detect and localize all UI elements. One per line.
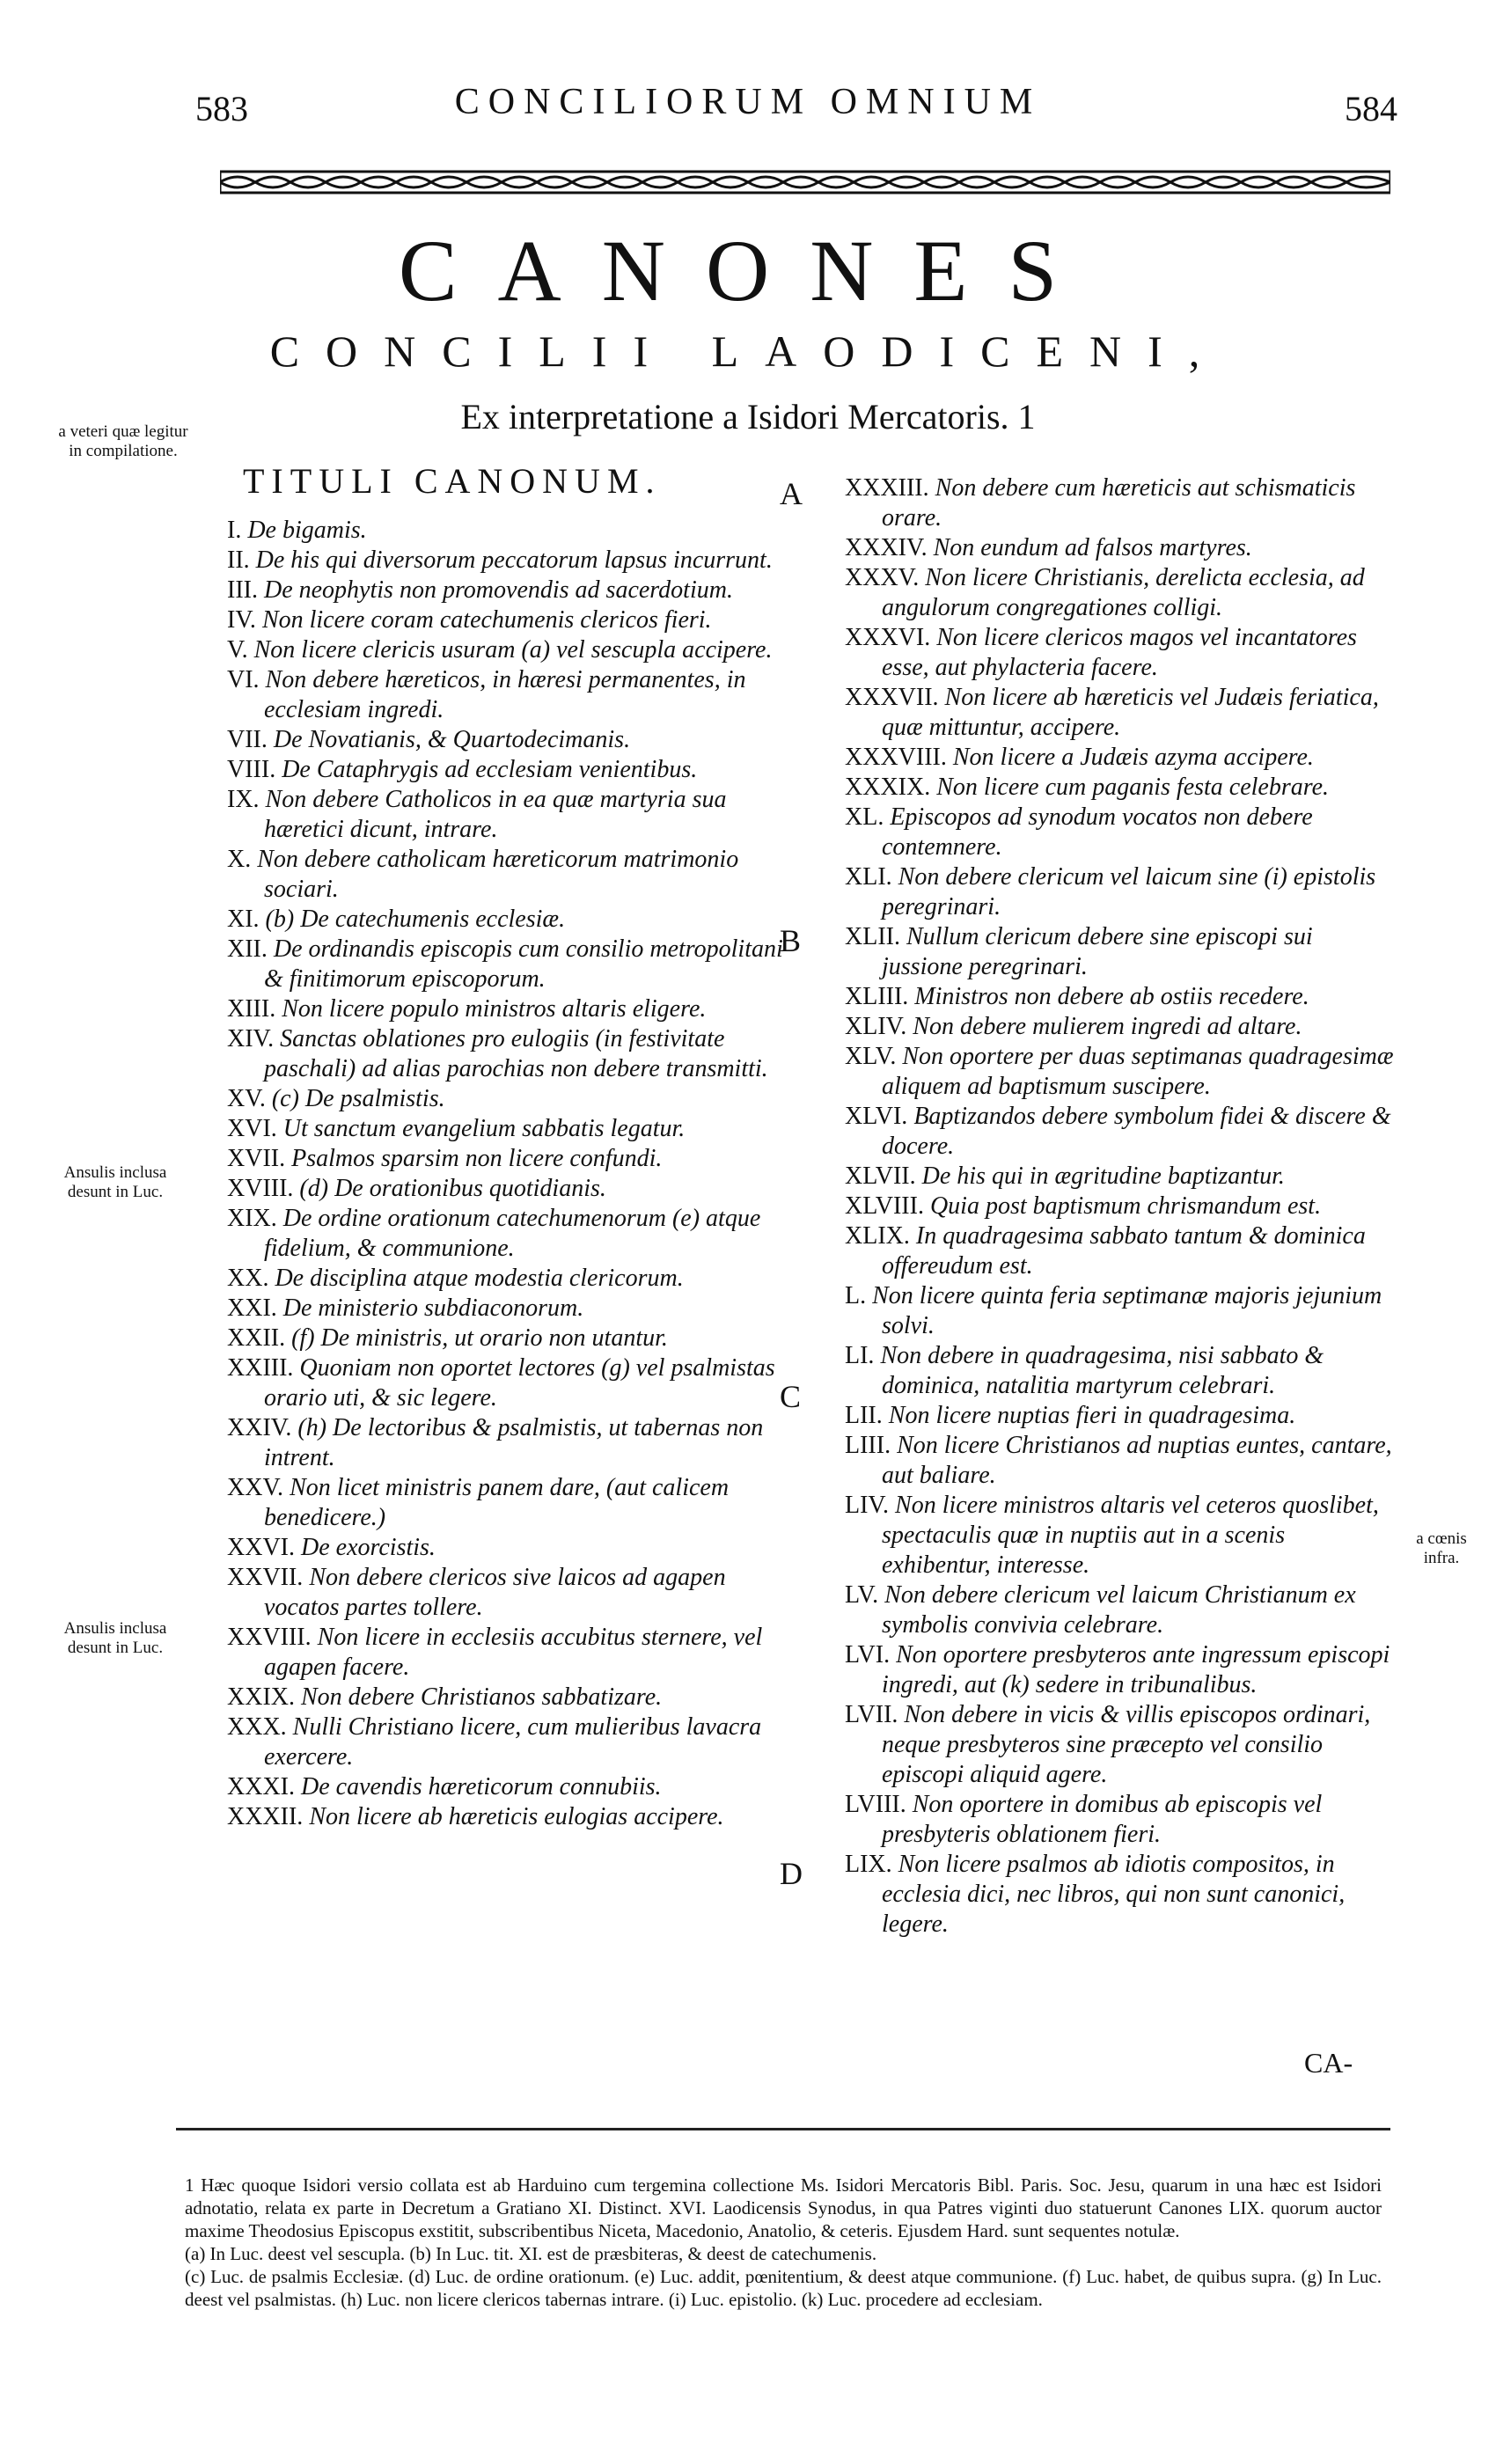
- canon-entry: [227, 546, 790, 576]
- canon-number: XLVI.: [845, 1103, 908, 1130]
- canon-title: Non licere ab hæreticis eulogias accipere.: [309, 1803, 724, 1830]
- canon-number: XXVI.: [227, 1534, 295, 1561]
- canon-entry: [227, 1353, 790, 1413]
- canon-entry: [227, 1144, 790, 1174]
- canon-title: Non debere in vicis & villis episcopos ordinari, neque presbyteros sine præcepto vel consilio episcopi aliquid agere.: [882, 1701, 1371, 1788]
- canon-number: XLV.: [845, 1043, 897, 1070]
- side-note-3: Ansulis inclusa desunt in Luc.: [63, 1619, 167, 1657]
- canon-title: Quia post baptismum chrismandum est.: [929, 1192, 1322, 1220]
- canon-number: XIX.: [227, 1205, 277, 1232]
- canon-entry: [227, 1772, 790, 1802]
- canon-number: II.: [227, 546, 250, 574]
- canon-entry: [845, 1401, 1395, 1431]
- canon-number: XIII.: [227, 995, 276, 1023]
- canon-entry: [845, 1281, 1395, 1341]
- canon-entry: [845, 743, 1395, 773]
- canon-number: XXVIII.: [227, 1624, 312, 1651]
- canon-number: XV.: [227, 1085, 266, 1112]
- canon-number: LIX.: [845, 1851, 892, 1878]
- canon-title: Non oportere in domibus ab episcopis vel presbyteris oblationem fieri.: [882, 1791, 1323, 1848]
- canon-entry: [227, 1264, 790, 1294]
- right-column: [845, 473, 1395, 1940]
- canon-entry: [227, 1413, 790, 1473]
- interpretation-line: Ex interpretatione a Isidori Mercatoris. 1: [460, 397, 1036, 436]
- canon-title: Non licere populo ministros altaris eligere.: [282, 995, 707, 1023]
- canon-number: L.: [845, 1282, 867, 1309]
- subtitle: CONCILII LAODICENI,: [269, 326, 1227, 376]
- canon-number: XXXII.: [227, 1803, 304, 1830]
- canon-title: (h) De lectoribus & psalmistis, ut tabernas non intrent.: [264, 1414, 764, 1471]
- canon-entry: [845, 473, 1395, 533]
- canon-number: IX.: [227, 786, 260, 813]
- canon-title: Non licere clericos magos vel incantatores esse, aut phylacteria facere.: [882, 624, 1357, 681]
- canon-entry: [227, 1712, 790, 1772]
- canon-number: XXIII.: [227, 1354, 294, 1382]
- canon-number: LVI.: [845, 1641, 891, 1668]
- canon-entry: [227, 605, 790, 635]
- canon-entry: [845, 862, 1395, 922]
- canon-number: XLIV.: [845, 1013, 907, 1040]
- canon-title: Non oportere per duas septimanas quadragesimæ aliquem ad baptismum suscipere.: [882, 1043, 1394, 1100]
- catchword: CA-: [1304, 2047, 1353, 2079]
- canon-entry: [227, 1294, 790, 1324]
- canon-entry: [845, 1192, 1395, 1221]
- canon-entry: [227, 1533, 790, 1563]
- canon-entry: [845, 982, 1395, 1012]
- canon-entry: [845, 683, 1395, 743]
- page-number-left: 583: [195, 89, 248, 128]
- canon-entry: [227, 1024, 790, 1084]
- footnote-1: 1 Hæc quoque Isidori versio collata est ab Harduino cum tergemina collectione Ms. Isidori Mercatoris Bibl. Paris. Soc. Jesu, quarum in una hæc est Isidori adnotatio, relata ex parte in Decretum a Gratiano XI. Distinct. XVI. Laodicensis Synodus, in qua Patres viginti duo statuerunt Canones LIX. quorum auctor maxime Theodosius Episcopus exstitit, subscribentibus Niceta, Macedonio, Anatolio, & ceteris. Ejusdem Hard. sunt sequentes notulæ.: [185, 2174, 1382, 2241]
- canon-entry: [227, 576, 790, 605]
- canon-entry: [845, 1012, 1395, 1042]
- canon-entry: [845, 1341, 1395, 1401]
- canon-title: Non debere clericum vel laicum Christianum ex symbolis convivia celebrare.: [882, 1581, 1356, 1639]
- canon-title: De Novatianis, & Quartodecimanis.: [273, 726, 631, 753]
- canon-title: In quadragesima sabbato tantum & dominica offereudum est.: [882, 1222, 1366, 1280]
- canon-entry: [227, 1084, 790, 1114]
- canon-number: XXXVIII.: [845, 744, 947, 771]
- canon-title: Non licere a Judæis azyma accipere.: [952, 744, 1314, 771]
- canon-title: Quoniam non oportet lectores (g) vel psalmistas orario uti, & sic legere.: [264, 1354, 775, 1412]
- canon-entry: [845, 1850, 1395, 1940]
- canon-number: V.: [227, 636, 248, 664]
- canon-title: Episcopos ad synodum vocatos non debere contemnere.: [882, 803, 1313, 861]
- canon-title: Nullum clericum debere sine episcopi sui jussione peregrinari.: [882, 923, 1313, 980]
- canon-entry: [845, 1431, 1395, 1491]
- canon-title: Psalmos sparsim non licere confundi.: [291, 1145, 663, 1172]
- canon-number: XX.: [227, 1265, 269, 1292]
- canon-number: XXIV.: [227, 1414, 292, 1441]
- canon-entry: [227, 905, 790, 935]
- canon-title: Non licere nuptias fieri in quadragesima.: [888, 1402, 1296, 1429]
- canon-title: De cavendis hæreticorum connubiis.: [301, 1773, 662, 1800]
- canon-title: Non debere Catholicos in ea quæ martyria sua hæretici dicunt, intrare.: [264, 786, 727, 843]
- canon-title: (d) De orationibus quotidianis.: [299, 1175, 606, 1202]
- ornamental-rule: [220, 169, 1390, 195]
- page-number-right: 584: [1345, 89, 1397, 128]
- canon-title: Non licere clericis usuram (a) vel sescupla accipere.: [253, 636, 773, 664]
- canon-entry: [227, 1174, 790, 1204]
- canon-title: Nulli Christiano licere, cum mulieribus lavacra exercere.: [264, 1713, 762, 1771]
- canon-title: (b) De catechumenis ecclesiæ.: [265, 906, 566, 933]
- canon-entry: [227, 1802, 790, 1832]
- canon-entry: [845, 533, 1395, 563]
- canon-number: LII.: [845, 1402, 883, 1429]
- canon-number: XXVII.: [227, 1564, 304, 1591]
- canon-title: Non debere Christianos sabbatizare.: [301, 1683, 663, 1711]
- side-note-4: a cœnis infra.: [1416, 1529, 1467, 1567]
- canon-title: Non oportere presbyteros ante ingressum episcopi ingredi, aut (k) sedere in tribunalibus.: [882, 1641, 1390, 1698]
- section-mark-d: D: [780, 1856, 803, 1891]
- canon-title: Non licere Christianos ad nuptias euntes, cantare, aut baliare.: [882, 1432, 1392, 1489]
- canon-number: XXXV.: [845, 564, 920, 591]
- canon-title: Non debere in quadragesima, nisi sabbato & dominica, natalitia martyrum celebrari.: [880, 1342, 1324, 1399]
- canon-entry: [845, 1102, 1395, 1162]
- canon-entry: [845, 1221, 1395, 1281]
- canon-entry: [227, 845, 790, 905]
- canon-number: X.: [227, 846, 252, 873]
- canon-title: Sanctas oblationes pro eulogiis (in festivitate paschali) ad alias parochias non debere transmitti.: [264, 1025, 768, 1082]
- footnote-3: (c) Luc. de psalmis Ecclesiæ. (d) Luc. de ordine orationum. (e) Luc. addit, pœnitentium, & deest atque communione. (f) Luc. habet, de quibus supra. (g) In Luc. deest vel psalmistas. (h) Luc. non licere clericos tabernas intrare. (i) Luc. epistolio. (k) Luc. procedere ad ecclesiam.: [185, 2266, 1382, 2310]
- right-canon-list: [845, 473, 1395, 1940]
- canon-number: XLVIII.: [845, 1192, 924, 1220]
- canon-title: Non debere cum hæreticis aut schismaticis orare.: [882, 474, 1356, 532]
- footnote-2: (a) In Luc. deest vel sescupla. (b) In Luc. tit. XI. est de præsbiteras, & deest de catechumenis.: [185, 2243, 877, 2264]
- canon-title: De exorcistis.: [301, 1534, 436, 1561]
- canon-title: Ministros non debere ab ostiis recedere.: [914, 983, 1309, 1010]
- canon-title: Non debere mulierem ingredi ad altare.: [913, 1013, 1302, 1040]
- canon-entry: [227, 1683, 790, 1712]
- canon-number: III.: [227, 576, 258, 604]
- canon-entry: [227, 994, 790, 1024]
- canon-entry: [845, 922, 1395, 982]
- canon-number: XVIII.: [227, 1175, 294, 1202]
- canon-number: XXXIX.: [845, 774, 931, 801]
- section-heading: TITULI CANONUM.: [243, 461, 662, 501]
- canon-number: XXI.: [227, 1294, 277, 1322]
- canon-number: XIV.: [227, 1025, 275, 1052]
- canon-title: Non licere coram catechumenis clericos fieri.: [261, 606, 712, 634]
- canon-title: Non licere Christianis, derelicta ecclesia, ad angulorum congregationes colligi.: [882, 564, 1365, 621]
- canon-title: De ordine orationum catechumenorum (e) atque fidelium, & communione.: [264, 1205, 761, 1262]
- left-column: [227, 461, 790, 1832]
- canon-number: XXXVII.: [845, 684, 939, 711]
- canon-title: Baptizandos debere symbolum fidei & discere & docere.: [882, 1103, 1391, 1160]
- side-note-1: a veteri quæ legitur in compilatione.: [58, 422, 188, 460]
- section-mark-a: A: [780, 476, 803, 511]
- canon-title: Non licere ab hæreticis vel Judæis feriatica, quæ mittuntur, accipere.: [882, 684, 1379, 741]
- canon-title: Ut sanctum evangelium sabbatis legatur.: [282, 1115, 686, 1142]
- canon-title: De bigamis.: [247, 517, 367, 544]
- canon-entry: [845, 773, 1395, 803]
- canon-title: Non licere ministros altaris vel ceteros quoslibet, spectaculis quæ in nuptiis aut in a scenis exhibentur, interesse.: [882, 1492, 1379, 1579]
- section-mark-c: C: [780, 1379, 802, 1414]
- canon-entry: [845, 1790, 1395, 1850]
- canon-title: De disciplina atque modestia clericorum.: [275, 1265, 684, 1292]
- canon-title: Non licere quinta feria septimanæ majoris jejunium solvi.: [872, 1282, 1382, 1339]
- canon-entry: [227, 1114, 790, 1144]
- footnotes: [185, 2174, 1382, 2311]
- footnote-rule: [176, 2128, 1390, 2130]
- canon-number: XL.: [845, 803, 884, 831]
- canon-number: XLII.: [845, 923, 900, 950]
- canon-entry: [845, 563, 1395, 623]
- canon-number: VI.: [227, 666, 260, 693]
- canon-title: De his qui in ægritudine baptizantur.: [921, 1162, 1285, 1190]
- canon-title: Non debere hæreticos, in hæresi permanentes, in ecclesiam ingredi.: [264, 666, 746, 723]
- canon-title: (c) De psalmistis.: [271, 1085, 445, 1112]
- canon-entry: [227, 1324, 790, 1353]
- canon-entry: [845, 623, 1395, 683]
- canon-number: XXX.: [227, 1713, 287, 1741]
- canon-title: De ministerio subdiaconorum.: [282, 1294, 584, 1322]
- canon-number: LVIII.: [845, 1791, 906, 1818]
- canon-number: XVII.: [227, 1145, 286, 1172]
- canon-entry: [845, 1640, 1395, 1700]
- canon-number: XXXIII.: [845, 474, 929, 502]
- canon-entry: [227, 1473, 790, 1533]
- canon-title: Non debere clericum vel laicum sine (i) epistolis peregrinari.: [882, 863, 1376, 920]
- canon-number: XXII.: [227, 1324, 286, 1352]
- running-head: CONCILIORUM OMNIUM: [454, 82, 1042, 122]
- canon-entry: [227, 635, 790, 665]
- canon-title: Non licere psalmos ab idiotis compositos, in ecclesia dici, nec libros, qui non sunt canonici, legere.: [882, 1851, 1346, 1938]
- canon-entry: [845, 1491, 1395, 1580]
- canon-number: LIII.: [845, 1432, 891, 1459]
- canon-number: IV.: [227, 606, 256, 634]
- canon-title: Non licet ministris panem dare, (aut calicem benedicere.): [264, 1474, 730, 1531]
- canon-number: XLI.: [845, 863, 892, 891]
- canon-entry: [845, 1580, 1395, 1640]
- canon-number: XLIII.: [845, 983, 909, 1010]
- canon-number: XXXIV.: [845, 534, 928, 561]
- canon-entry: [845, 1042, 1395, 1102]
- canon-entry: [227, 755, 790, 785]
- side-note-2: Ansulis inclusa desunt in Luc.: [63, 1163, 167, 1201]
- canon-entry: [227, 665, 790, 725]
- canon-number: VII.: [227, 726, 268, 753]
- canon-entry: [227, 935, 790, 994]
- canon-number: XXIX.: [227, 1683, 295, 1711]
- canon-entry: [227, 516, 790, 546]
- canon-title: Non debere catholicam hæreticorum matrimonio sociari.: [257, 846, 739, 903]
- canon-title: Non licere cum paganis festa celebrare.: [936, 774, 1330, 801]
- canon-entry: [845, 1700, 1395, 1790]
- canon-title: Non debere clericos sive laicos ad agapen vocatos partes tollere.: [264, 1564, 726, 1621]
- canon-number: VIII.: [227, 756, 276, 783]
- canon-entry: [227, 1204, 790, 1264]
- canon-title: De ordinandis episcopis cum consilio metropolitani & finitimorum episcoporum.: [264, 935, 783, 993]
- main-title: CANONES: [398, 222, 1098, 319]
- canon-number: XII.: [227, 935, 268, 963]
- canon-title: Non eundum ad falsos martyres.: [933, 534, 1252, 561]
- canon-entry: [227, 1563, 790, 1623]
- canon-number: I.: [227, 517, 242, 544]
- canon-title: Non licere in ecclesiis accubitus sternere, vel agapen facere.: [264, 1624, 763, 1681]
- canon-entry: [227, 725, 790, 755]
- canon-number: XLVII.: [845, 1162, 916, 1190]
- canon-number: XXXVI.: [845, 624, 931, 651]
- canon-title: (f) De ministris, ut orario non utantur.: [291, 1324, 668, 1352]
- canon-entry: [845, 1162, 1395, 1192]
- canon-number: XXV.: [227, 1474, 284, 1501]
- canon-entry: [845, 803, 1395, 862]
- canon-title: De Cataphrygis ad ecclesiam venientibus.: [282, 756, 698, 783]
- canon-number: LIV.: [845, 1492, 890, 1519]
- canon-title: De his qui diversorum peccatorum lapsus incurrunt.: [255, 546, 773, 574]
- canon-number: LI.: [845, 1342, 875, 1369]
- canon-number: LV.: [845, 1581, 879, 1609]
- canon-entry: [227, 785, 790, 845]
- canon-number: XVI.: [227, 1115, 277, 1142]
- canon-number: XI.: [227, 906, 260, 933]
- canon-title: De neophytis non promovendis ad sacerdotium.: [263, 576, 733, 604]
- section-mark-b: B: [780, 923, 802, 958]
- canon-number: XLIX.: [845, 1222, 910, 1250]
- canon-number: XXXI.: [227, 1773, 295, 1800]
- canon-number: LVII.: [845, 1701, 898, 1728]
- left-canon-list: [227, 516, 790, 1832]
- canon-entry: [227, 1623, 790, 1683]
